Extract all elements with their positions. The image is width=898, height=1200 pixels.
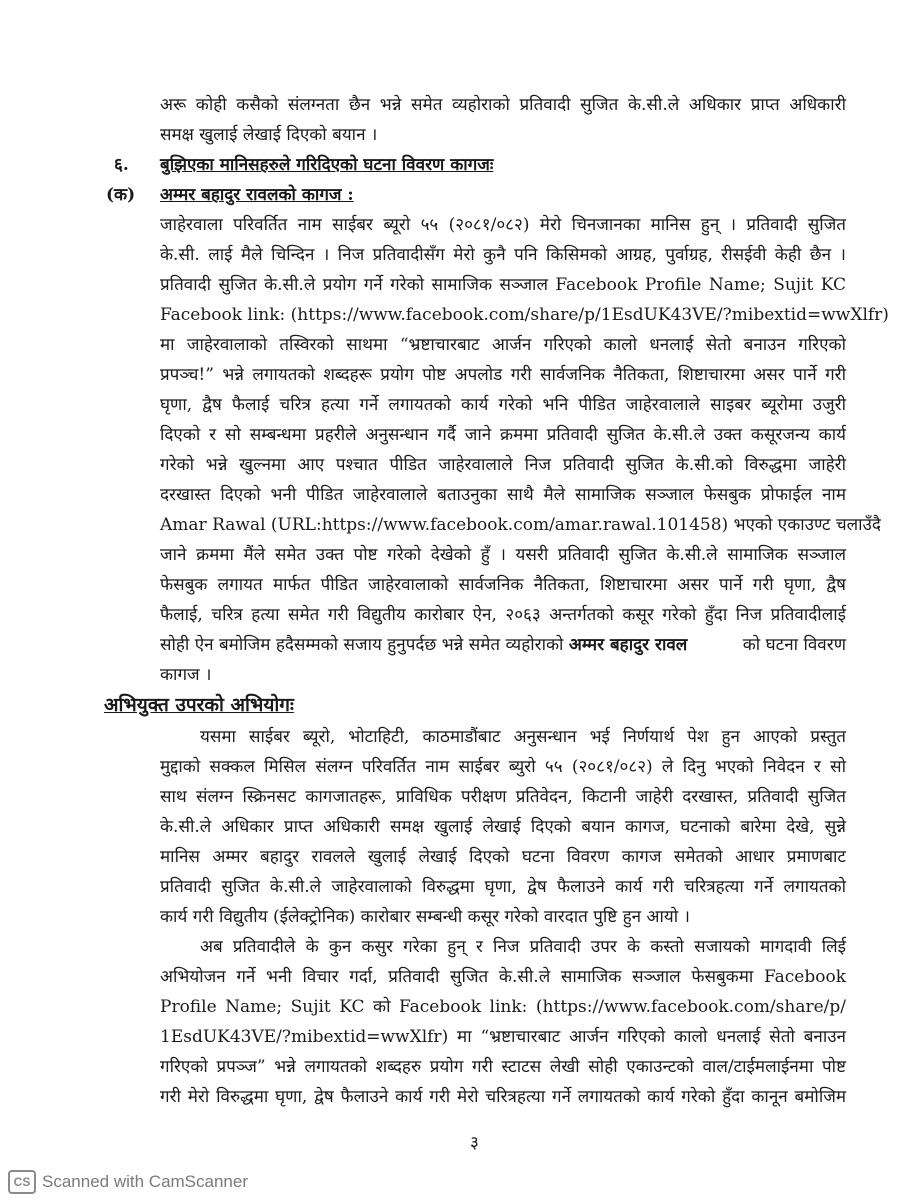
witness-name: अम्मर बहादुर रावल — [568, 635, 688, 655]
text-line: Facebook link: (https://www.facebook.com/share/p/1EsdUK43VE/?mibextid=wwXlfr) — [160, 305, 889, 325]
text-line: कागज । — [160, 665, 212, 685]
text-line: दरखास्त दिएको भनी पीडित जाहेरवालाले बताउनुका साथै मैले सामाजिक सञ्जाल फेसबुक प्रोफाईल नाम — [160, 485, 846, 505]
text-line: के.सी.ले अधिकार प्राप्त अधिकारी समक्ष खुलाई लेखाई दिएको बयान कागज, घटनाको बारेमा देखे, सुन्ने — [160, 817, 846, 837]
text-line: जाहेरवाला परिवर्तित नाम साईबर ब्यूरो ५५ (२०८१/०८२) मेरो चिनजानका मानिस हुन् । प्रतिवादी सुजित — [160, 215, 846, 235]
text-line: अरू कोही कसैको संलग्नता छैन भन्ने समेत व्यहोराको प्रतिवादी सुजित के.सी.ले अधिकार प्राप्त अधिकारी — [160, 95, 846, 115]
text-line: प्रतिवादी सुजित के.सी.ले प्रयोग गर्ने गरेको सामाजिक सञ्जाल Facebook Profile Name; Sujit KC — [160, 275, 846, 295]
text-line: Profile Name; Sujit KC को Facebook link: (https://www.facebook.com/share/p/ — [160, 997, 846, 1017]
subsection-heading: अम्मर बहादुर रावलको कागज : — [160, 185, 354, 205]
text-line: प्रपञ्च!” भन्ने लगायतको शब्दहरू प्रयोग पोष्ट अपलोड गरी सार्वजनिक नैतिकता, शिष्टाचारमा असर पार्ने गरी — [160, 365, 846, 385]
text-line: के.सी. लाई मैले चिन्दिन । निज प्रतिवादीसँग मेरो कुनै पनि किसिमको आग्रह, पुर्वाग्रह, रीसईवी केही छैन । — [160, 245, 846, 265]
text-line: साथ संलग्न स्क्रिनसट कागजातहरू, प्राविधिक परीक्षण प्रतिवेदन, किटानी जाहेरी दरखास्त, प्रतिवादी सुजित — [160, 787, 846, 807]
text-line: मुद्दाको सक्कल मिसिल संलग्न परिवर्तित नाम साईबर ब्युरो ५५ (२०८१/०८२) ले दिनु भएको निवेदन र सो — [160, 757, 846, 777]
text-fragment: सोही ऐन बमोजिम हदैसम्मको सजाय हुनुपर्दछ भन्ने समेत व्यहोराको — [160, 635, 569, 655]
text-line: समक्ष खुलाई लेखाई दिएको बयान । — [160, 125, 378, 145]
section-number: ६. — [114, 155, 129, 175]
text-line: अभियोजन गर्ने भनी विचार गर्दा, प्रतिवादी सुजित के.सी.ले सामाजिक सञ्जाल फेसबुकमा Facebook — [160, 967, 846, 987]
text-line: गरेको भन्ने खुल्नमा आए पश्चात पीडित जाहेरवालाले निज प्रतिवादी सुजित के.सी.को विरुद्धमा जाहेरी — [160, 455, 846, 475]
charge-heading: अभियुक्त उपरको अभियोगः — [104, 694, 294, 716]
text-line: घृणा, द्वैष फैलाई चरित्र हत्या गर्ने लगायतको कार्य गरेको भनि पीडित जाहेरवालाले साइबर ब्यूरोमा उजुरी — [160, 395, 846, 415]
text-fragment: को घटना विवरण — [742, 635, 846, 655]
text-line: मा जाहेरवालाको तस्विरको साथमा “भ्रष्टाचारबाट आर्जन गरिएको कालो धनलाई सेतो बनाउन गरिएको — [160, 335, 846, 355]
camscanner-logo-icon: CS — [8, 1170, 36, 1194]
text-line: मानिस अम्मर बहादुर रावलले खुलाई लेखाई दिएको घटना विवरण कागज समेतको आधार प्रमाणबाट — [160, 847, 846, 867]
text-line: गरिएको प्रपञ्ज” भन्ने लगायतको शब्दहरु प्रयोग गरी स्टाटस लेखी सोही एकाउन्टको वाल/टाईमलाईनमा पोष्ट — [160, 1057, 846, 1077]
text-line: 1EsdUK43VE/?mibextid=wwXlfr) मा “भ्रष्टाचारबाट आर्जन गरिएको कालो धनलाई सेतो बनाउन — [160, 1027, 846, 1047]
subsection-number: (क) — [106, 185, 136, 205]
watermark-text: Scanned with CamScanner — [42, 1172, 249, 1191]
text-line: दिएको र सो सम्बन्धमा प्रहरीले अनुसन्धान गर्दै जाने क्रममा प्रतिवादी सुजित के.सी.ले उक्त कसूरजन्य कार्य — [160, 425, 846, 445]
text-line: गरी मेरो विरुद्धमा घृणा, द्वेष फैलाउने कार्य गरी मेरो चरित्रहत्या गर्ने लगायतको कार्य गरेको हुँदा कानून बमोजिम — [160, 1087, 846, 1107]
page-number: ३ — [470, 1133, 479, 1153]
text-line: अब प्रतिवादीले के कुन कसुर गरेका हुन् र निज प्रतिवादी उपर के कस्तो सजायको मागदावी लिई — [200, 937, 846, 957]
text-line: यसमा साईबर ब्यूरो, भोटाहिटी, काठमाडौंबाट अनुसन्धान भई निर्णयार्थ पेश हुन आएको प्रस्तुत — [200, 727, 846, 747]
section-heading: बुझिएका मानिसहरुले गरिदिएको घटना विवरण कागजः — [160, 155, 494, 175]
text-line: जाने क्रममा मैंले समेत उक्त पोष्ट गरेको देखेको हुँ । यसरी प्रतिवादी सुजित के.सी.ले सामाजिक सञ्जाल — [160, 545, 846, 565]
scanner-watermark — [8, 1168, 248, 1196]
text-line: प्रतिवादी सुजित के.सी.ले जाहेरवालाको विरुद्धमा घृणा, द्वेष फैलाउने कार्य गरी चरित्रहत्या गर्ने लगायतको — [160, 877, 846, 897]
text-line — [160, 634, 846, 656]
text-line: Amar Rawal (URL:https://www.facebook.com/amar.rawal.101458) भएको एकाउण्ट चलाउँदै — [160, 515, 881, 535]
text-line: फेसबुक लगायत मार्फत पीडित जाहेरवालाको सार्वजनिक नैतिकता, शिष्टाचारमा असर पार्ने गरी घृणा, द्वैष — [160, 575, 846, 595]
text-line: फैलाई, चरित्र हत्या समेत गरी विद्युतीय कारोबार ऐन, २०६३ अन्तर्गतको कसूर गरेको हुँदा निज प्रतिवादीलाई — [160, 605, 846, 625]
text-line: कार्य गरी विद्युतीय (ईलेक्ट्रोनिक) कारोबार सम्बन्धी कसूर गरेको वारदात पुष्टि हुन आयो । — [160, 907, 690, 927]
